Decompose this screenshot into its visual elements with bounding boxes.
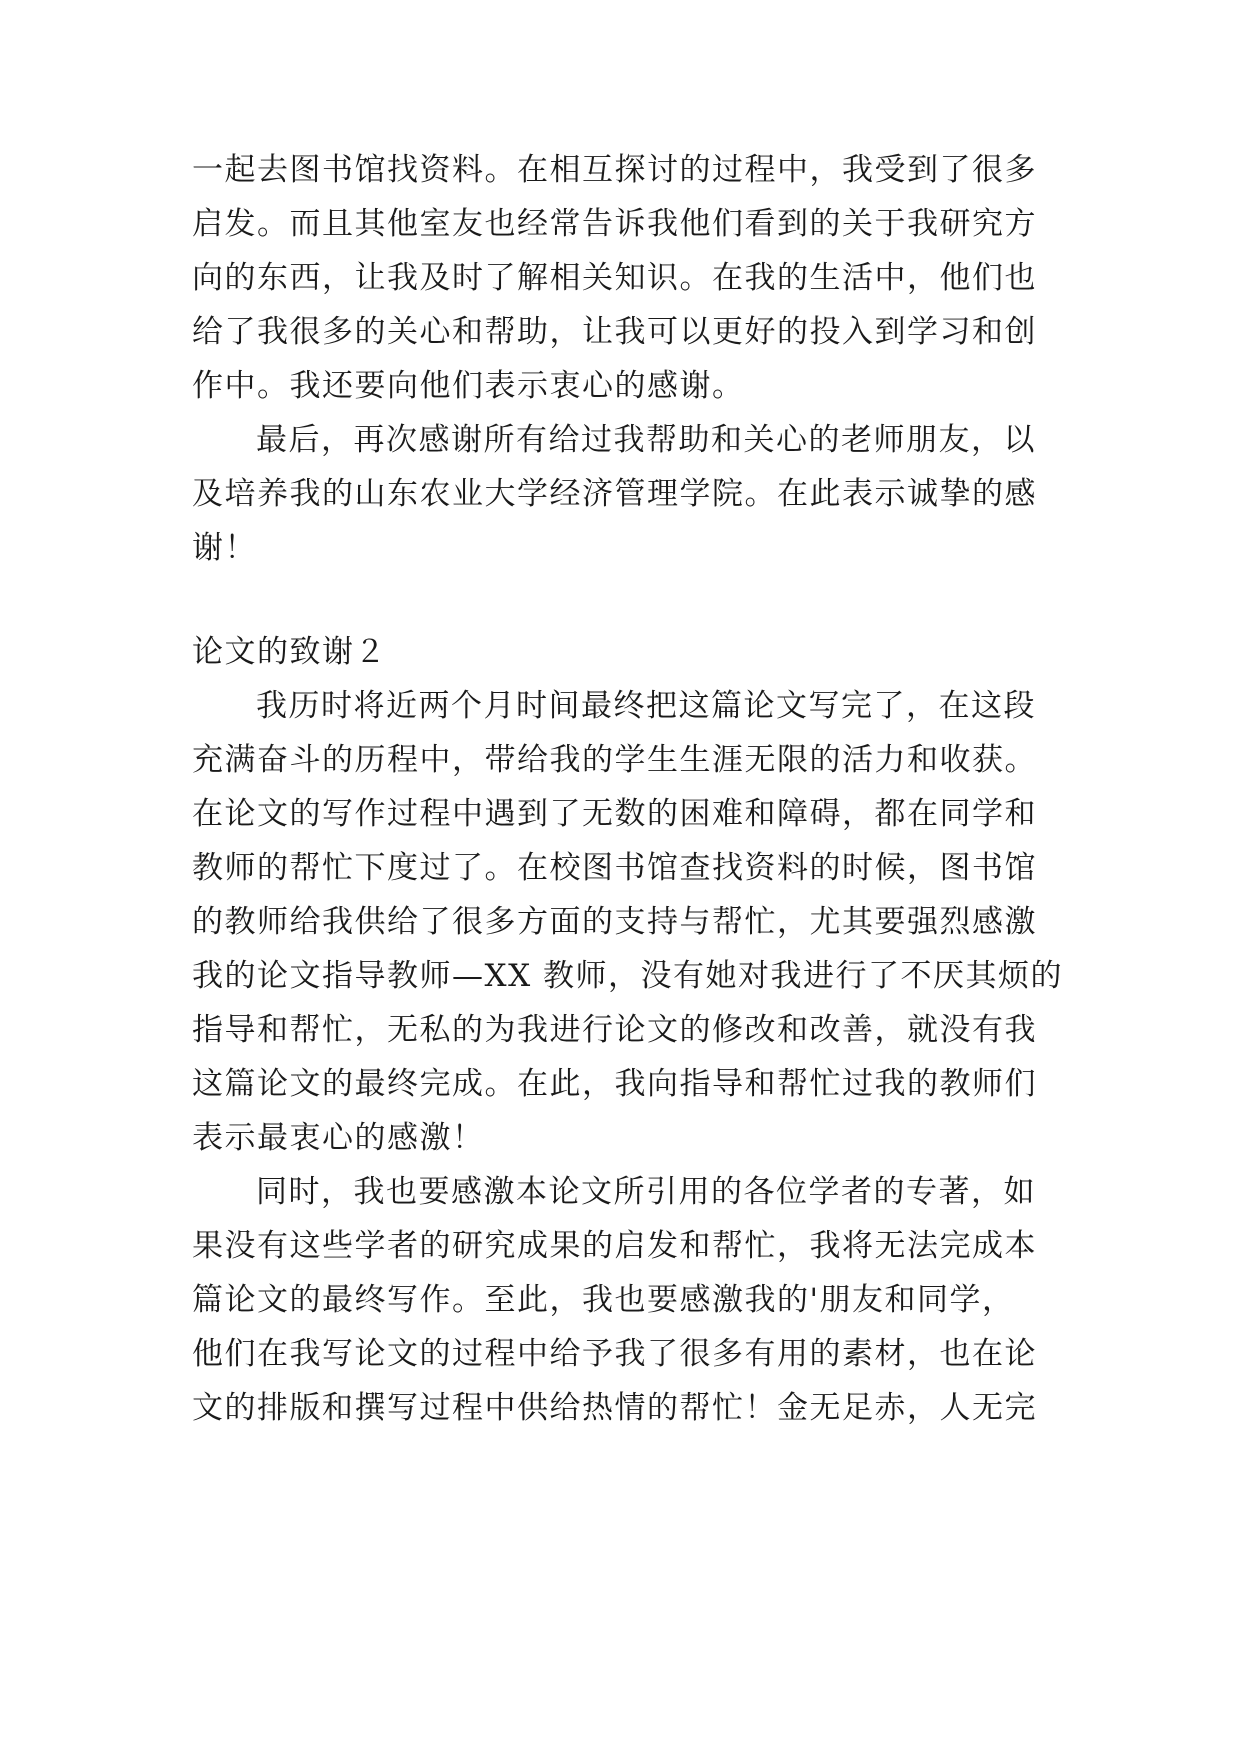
text-line: 他们在我写论文的过程中给予我了很多有用的素材，也在论	[192, 1336, 1037, 1372]
text-line: 作中。我还要向他们表示衷心的感谢。	[192, 368, 745, 404]
text-line: 我的论文指导教师—XX 教师，没有她对我进行了不厌其烦的	[192, 958, 1063, 994]
text-line: 果没有这些学者的研究成果的启发和帮忙，我将无法完成本	[192, 1228, 1037, 1264]
text-line: 在论文的写作过程中遇到了无数的困难和障碍，都在同学和	[192, 796, 1037, 832]
text-line: 我历时将近两个月时间最终把这篇论文写完了，在这段	[256, 688, 1036, 724]
section-heading: 论文的致谢２	[192, 634, 387, 670]
text-line: 篇论文的最终写作。至此，我也要感激我的'朋友和同学，	[192, 1282, 1015, 1318]
text-line: 文的排版和撰写过程中供给热情的帮忙！金无足赤，人无完	[192, 1390, 1037, 1426]
text-line: 教师的帮忙下度过了。在校图书馆查找资料的时候，图书馆	[192, 850, 1037, 886]
text-line: 表示最衷心的感激！	[192, 1120, 485, 1156]
text-line: 给了我很多的关心和帮助，让我可以更好的投入到学习和创	[192, 314, 1037, 350]
text-line: 向的东西，让我及时了解相关知识。在我的生活中，他们也	[192, 260, 1037, 296]
text-line: 的教师给我供给了很多方面的支持与帮忙，尤其要强烈感激	[192, 904, 1037, 940]
text-line: 这篇论文的最终完成。在此，我向指导和帮忙过我的教师们	[192, 1066, 1037, 1102]
text-line: 启发。而且其他室友也经常告诉我他们看到的关于我研究方	[192, 206, 1037, 242]
text-line: 及培养我的山东农业大学经济管理学院。在此表示诚挚的感	[192, 476, 1037, 512]
text-line: 指导和帮忙，无私的为我进行论文的修改和改善，就没有我	[192, 1012, 1037, 1048]
text-line: 一起去图书馆找资料。在相互探讨的过程中，我受到了很多	[192, 152, 1037, 188]
text-line: 同时，我也要感激本论文所引用的各位学者的专著，如	[256, 1174, 1036, 1210]
text-line: 最后，再次感谢所有给过我帮助和关心的老师朋友，以	[256, 422, 1036, 458]
text-line: 充满奋斗的历程中，带给我的学生生涯无限的活力和收获。	[192, 742, 1037, 778]
text-line: 谢！	[192, 530, 257, 566]
